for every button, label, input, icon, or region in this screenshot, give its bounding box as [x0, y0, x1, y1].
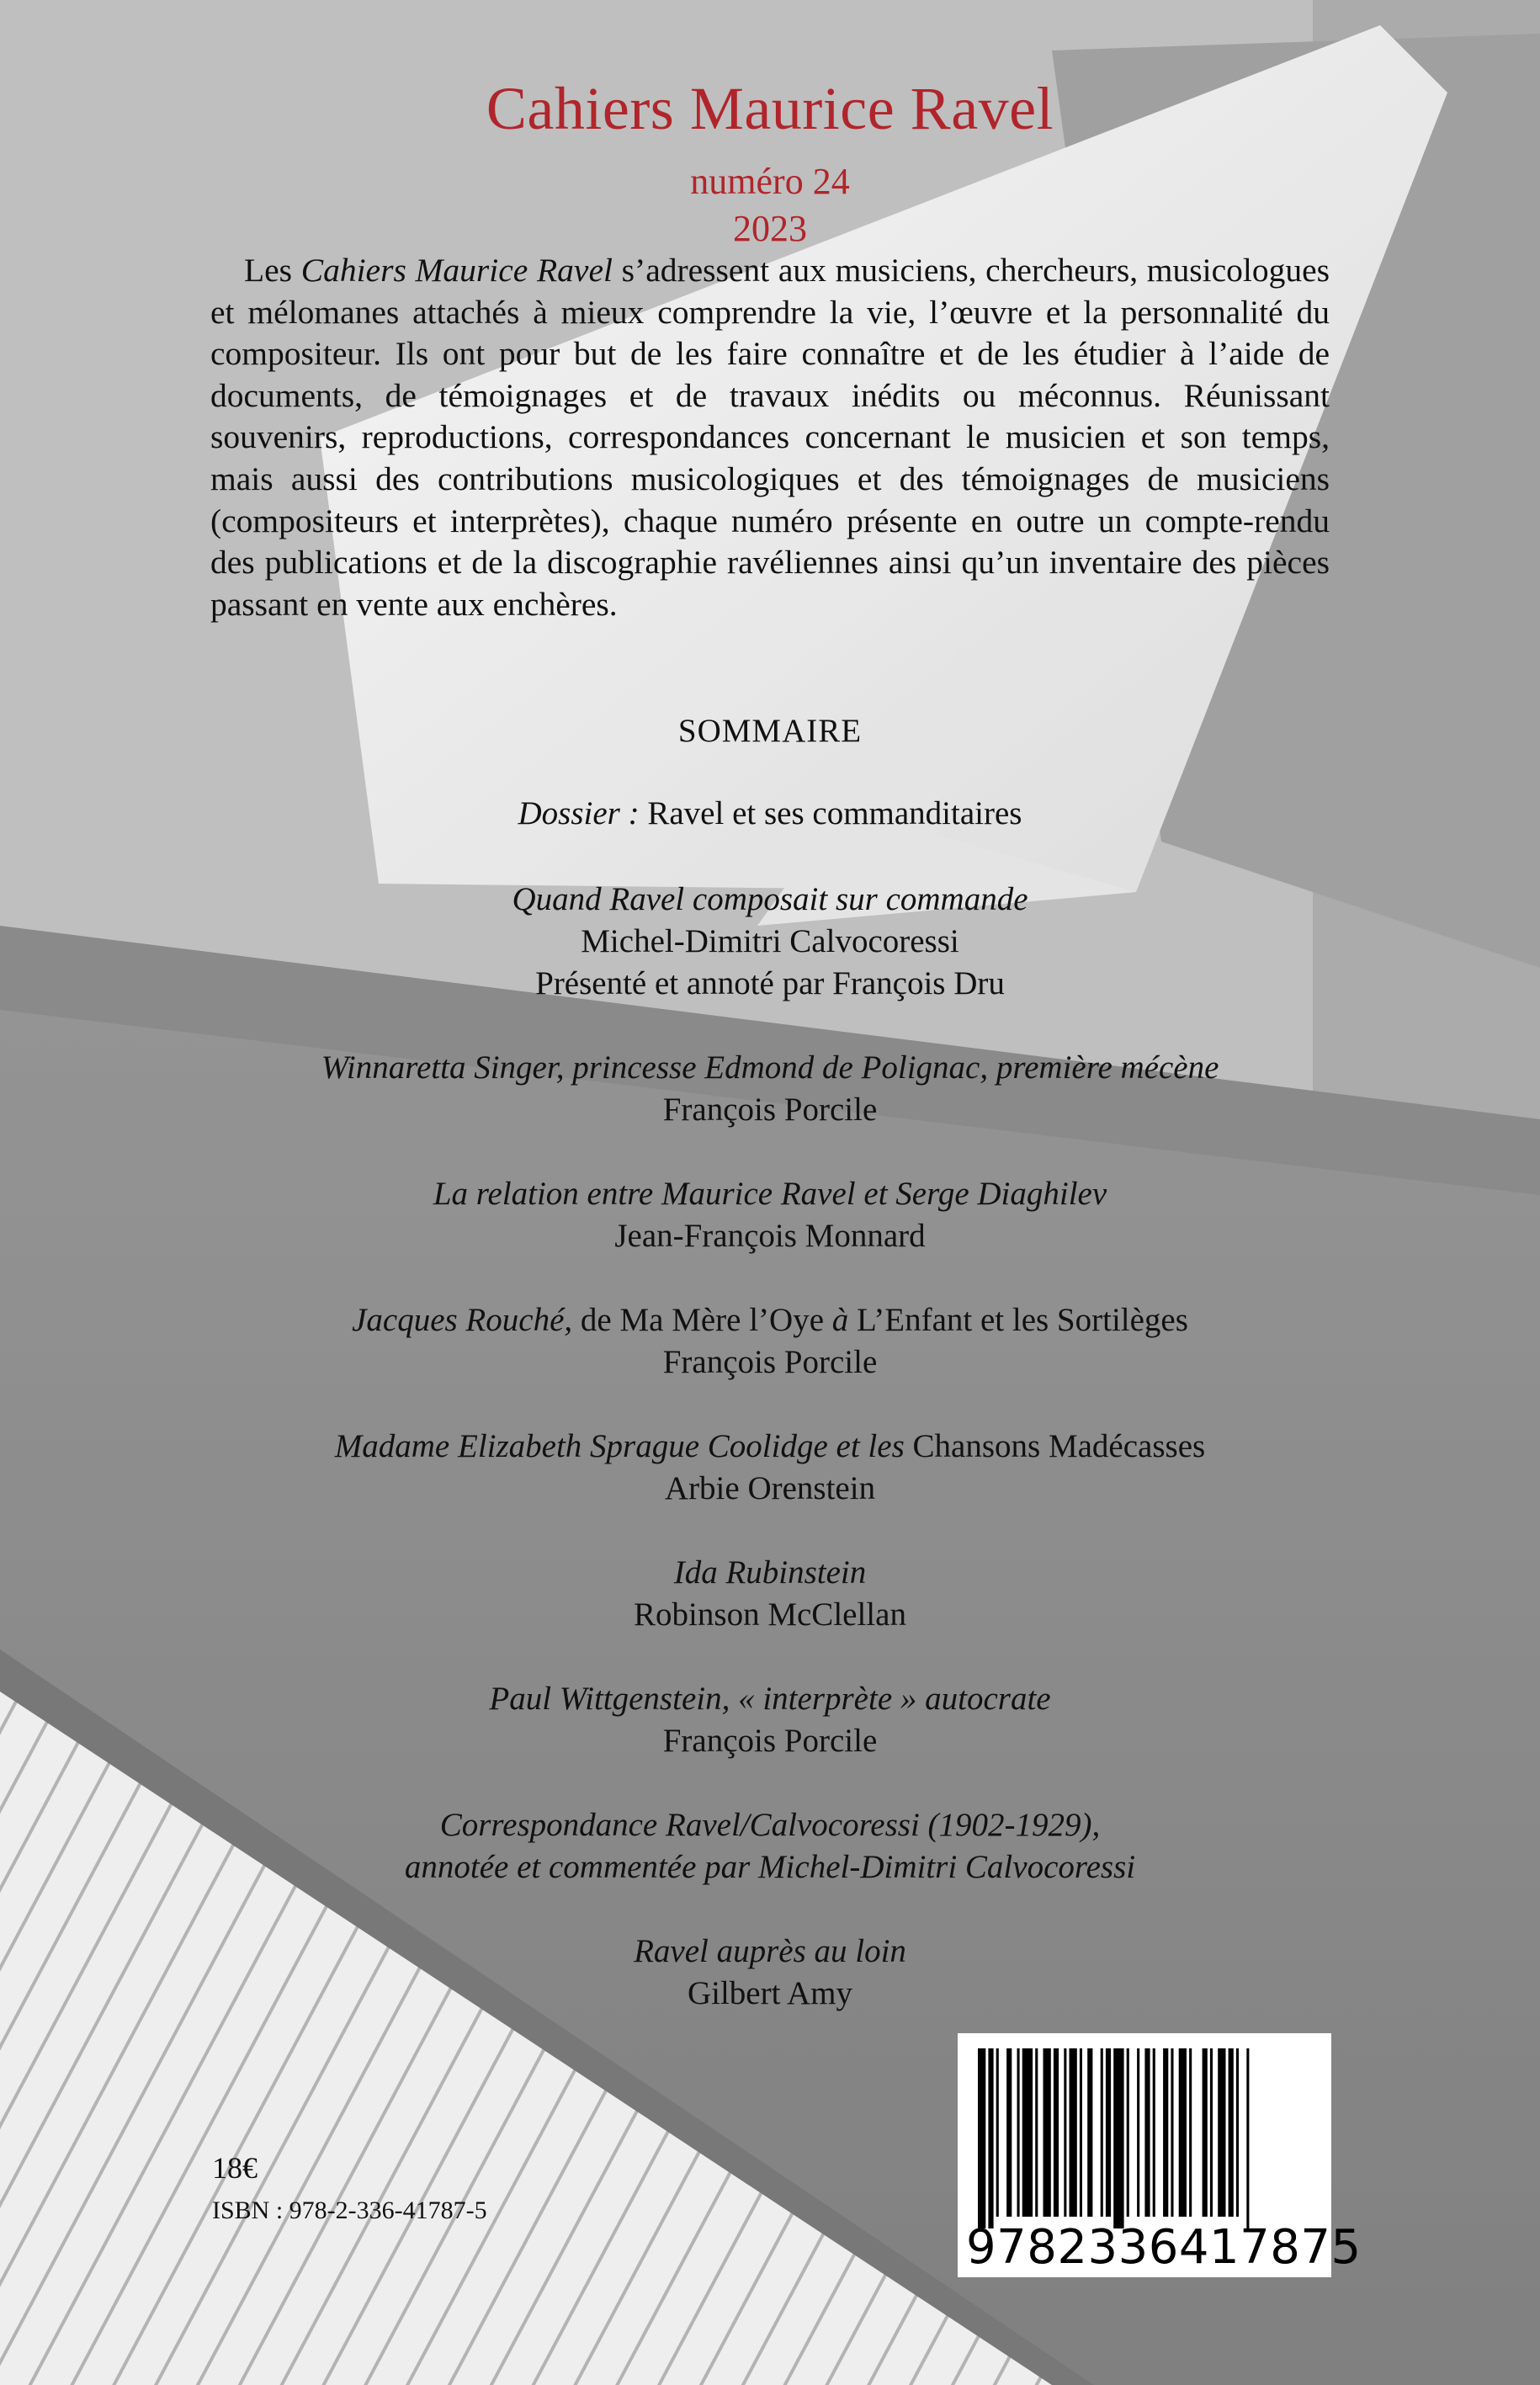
barcode-bar — [1218, 2048, 1225, 2217]
toc-entry-title: Correspondance Ravel/Calvocoressi (1902-1929), — [439, 1807, 1101, 1843]
dossier-label: Dossier : — [518, 795, 640, 831]
barcode-bar — [1054, 2048, 1059, 2217]
toc-entry-title: Ida Rubinstein — [673, 1554, 867, 1591]
toc-entry-author: Arbie Orenstein — [664, 1470, 876, 1506]
barcode-bar — [978, 2048, 985, 2228]
toc-entry-title: Paul Wittgenstein, « interprète » autocrate — [489, 1681, 1051, 1717]
toc-entry — [0, 1552, 1540, 1636]
toc-entry-author: Gilbert Amy — [687, 1975, 853, 2011]
toc-entry-title-part: Madame Elizabeth Sprague Coolidge et les — [334, 1428, 905, 1464]
toc-entry-title: Quand Ravel composait sur commande — [512, 881, 1028, 917]
toc-entry-title-part: à — [831, 1302, 849, 1338]
barcode-digits: 9782336417875 — [966, 2220, 1362, 2275]
barcode-bar — [1203, 2048, 1208, 2217]
barcode-bar — [1080, 2048, 1082, 2217]
toc-entry — [0, 1173, 1540, 1257]
toc-entry — [0, 1678, 1540, 1762]
toc-entry — [0, 1299, 1540, 1384]
intro-body: s’adressent aux musiciens, chercheurs, musicologues et mélomanes attachés à mieux comprendre la vie, l’œuvre et la personnalité du compositeur. Ils ont pour but de les faire connaître et de les étudier à l’aide de documents, de témoignages et de travaux inédits ou méconnus. Réunissant souvenirs, reproductions, correspondances concernant le musicien et son temps, mais aussi des contributions musicologiques et des témoignages de musiciens (compositeurs et interprètes), chaque numéro présente en outre un compte-rendu des publications et de la discographie ravéliennes ainsi qu’un inventaire des pièces passant en vente aux enchères. — [210, 252, 1330, 623]
barcode-bar — [1101, 2048, 1103, 2217]
toc-dossier — [0, 793, 1540, 835]
journal-title: Cahiers Maurice Ravel — [486, 75, 1054, 142]
toc-entry-title-part: Jacques Rouché, — [352, 1302, 573, 1338]
barcode-bar — [1064, 2048, 1066, 2217]
toc-entry — [0, 1931, 1540, 2015]
intro-journal-name: Cahiers Maurice Ravel — [300, 252, 613, 289]
intro-lead: Les — [244, 252, 301, 289]
barcode-bar — [1022, 2048, 1033, 2217]
barcode-bar — [1210, 2048, 1213, 2217]
barcode-bar — [1229, 2048, 1234, 2217]
toc-entry-author: François Porcile — [662, 1723, 878, 1759]
sommaire-heading: SOMMAIRE — [677, 713, 863, 749]
barcode-bar — [1246, 2048, 1249, 2228]
toc-entry-author: Michel-Dimitri Calvocoressi — [581, 923, 959, 959]
toc-entry-subtitle: annotée et commentée par Michel-Dimitri Calvocoressi — [404, 1849, 1136, 1885]
toc-entry-title-part: de Ma Mère l’Oye — [572, 1302, 832, 1338]
toc-entry — [0, 879, 1540, 1005]
barcode-bar — [1144, 2048, 1150, 2217]
toc-entry-author: Jean-François Monnard — [614, 1218, 926, 1254]
barcode-bar — [1137, 2048, 1139, 2217]
issue-year: 2023 — [733, 208, 807, 249]
barcode — [958, 2033, 1362, 2277]
toc-entry — [0, 1426, 1540, 1510]
barcode-bar — [1127, 2048, 1129, 2217]
barcode-bar — [1087, 2048, 1092, 2217]
barcode-bar — [988, 2048, 993, 2228]
toc-entry-title-part: L’Enfant et les Sortilèges — [848, 1302, 1188, 1338]
barcode-bar — [1163, 2048, 1168, 2217]
toc-entry-title: Winnaretta Singer, princesse Edmond de Polignac, première mécène — [321, 1049, 1219, 1086]
toc-entry — [0, 1047, 1540, 1131]
price: 18€ — [212, 2151, 258, 2185]
barcode-bar — [1043, 2048, 1051, 2217]
toc-entry-author: François Porcile — [662, 1344, 878, 1380]
barcode-bar — [1153, 2048, 1155, 2217]
barcode-bar — [1189, 2048, 1192, 2217]
intro-paragraph — [210, 250, 1330, 625]
barcode-bar — [1236, 2048, 1239, 2217]
barcode-bar — [1179, 2048, 1187, 2217]
toc-entry-note: Présenté et annoté par François Dru — [535, 965, 1005, 1001]
barcode-bar — [1017, 2048, 1020, 2217]
isbn: ISBN : 978-2-336-41787-5 — [212, 2196, 487, 2224]
barcode-bar — [1171, 2048, 1173, 2217]
toc-entry — [0, 1804, 1540, 1888]
toc-entry-author: François Porcile — [662, 1092, 878, 1128]
barcode-bar — [1035, 2048, 1038, 2217]
barcode-bar — [1006, 2048, 1012, 2217]
toc-entry-author: Robinson McClellan — [634, 1596, 906, 1633]
barcode-bar — [996, 2048, 999, 2217]
table-of-contents — [0, 793, 1540, 2057]
barcode-bar — [1106, 2048, 1111, 2217]
barcode-bar — [1113, 2048, 1123, 2228]
toc-entry-title-part: Chansons Madécasses — [904, 1428, 1206, 1464]
toc-entry-title: La relation entre Maurice Ravel et Serge Diaghilev — [433, 1176, 1107, 1212]
barcode-bar — [1070, 2048, 1077, 2217]
dossier-title: Ravel et ses commanditaires — [639, 795, 1022, 831]
issue-number: numéro 24 — [690, 161, 850, 202]
toc-entry-title: Ravel auprès au loin — [634, 1933, 906, 1969]
